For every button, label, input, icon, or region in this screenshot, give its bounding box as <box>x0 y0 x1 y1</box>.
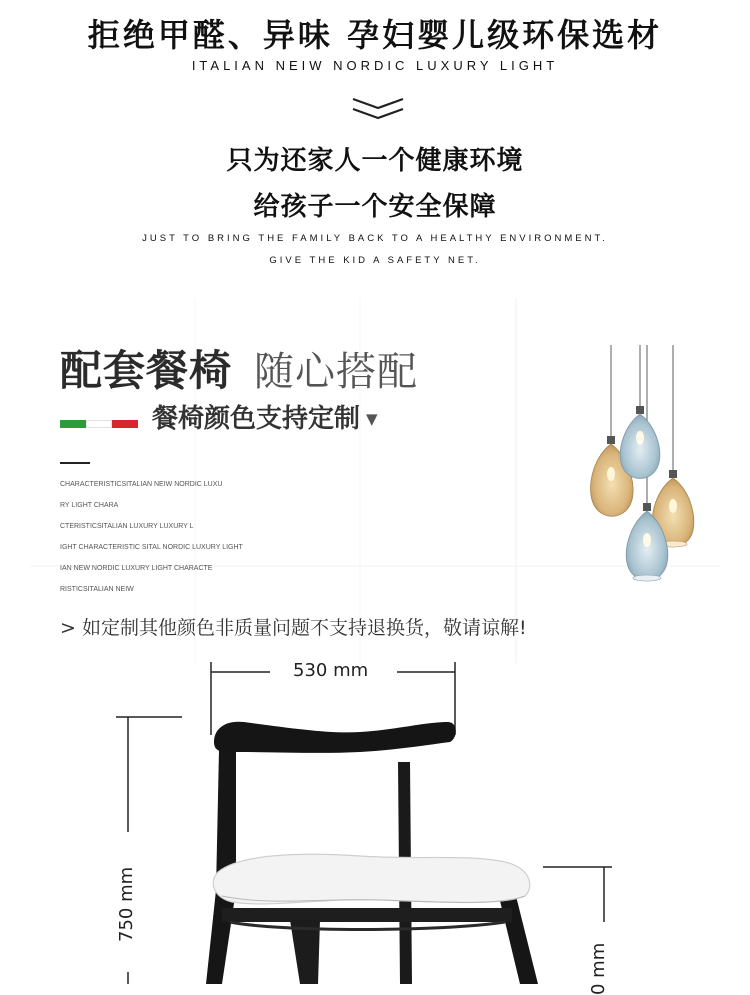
height-dimension-text: 750 mm <box>116 866 137 942</box>
height-dimension-label <box>112 860 142 950</box>
flag-red-stripe <box>112 420 138 428</box>
pendant-lamp-image <box>580 340 705 605</box>
headline-subline: ITALIAN NEIW NORDIC LUXURY LIGHT <box>191 58 559 73</box>
triangle-down-icon: ▼ <box>366 410 378 428</box>
description-line: RISTICSITALIAN NEIW <box>60 586 134 593</box>
seat-height-dimension-text: 0 mm <box>588 942 609 995</box>
feature-title-sub: 随心搭配 <box>254 349 418 395</box>
description-line: CTERISTICSITALIAN LUXURY LUXURY L <box>60 523 194 530</box>
flag-green-stripe <box>60 420 86 428</box>
feature-subtitle <box>152 398 378 435</box>
feature-subtitle-text: 餐椅颜色支持定制 <box>152 404 361 434</box>
intro-caption-2: GIVE THE KID A SAFETY NET. <box>269 255 481 266</box>
customization-notice: > 如定制其他颜色非质量问题不支持退换货，敬请谅解! <box>60 617 527 639</box>
italian-flag-stripe <box>60 413 142 421</box>
description-line: RY LIGHT CHARA <box>60 502 119 509</box>
description-line: CHARACTERISTICSITALIAN NEIW NORDIC LUXU <box>60 481 223 488</box>
description-line: IAN NEW NORDIC LUXURY LIGHT CHARACTE <box>60 565 213 572</box>
intro-line-2: 给孩子一个安全保障 <box>253 192 497 222</box>
flag-white-stripe <box>86 420 112 428</box>
intro-line-1: 只为还家人一个健康环境 <box>226 146 524 176</box>
seat-height-dimension-label <box>584 935 614 995</box>
headline: 拒绝甲醛、异味 孕妇婴儿级环保选材 <box>87 16 663 54</box>
feature-title-main: 配套餐椅 <box>60 346 233 395</box>
description-line: IGHT CHARACTERISTIC SITAL NORDIC LUXURY LIGHT <box>60 544 243 551</box>
width-dimension-label: 530 mm <box>293 660 369 681</box>
intro-caption-1: JUST TO BRING THE FAMILY BACK TO A HEALTHY ENVIRONMENT. <box>142 233 608 244</box>
double-chevron-down-icon <box>351 96 405 122</box>
divider-dash <box>60 462 90 464</box>
